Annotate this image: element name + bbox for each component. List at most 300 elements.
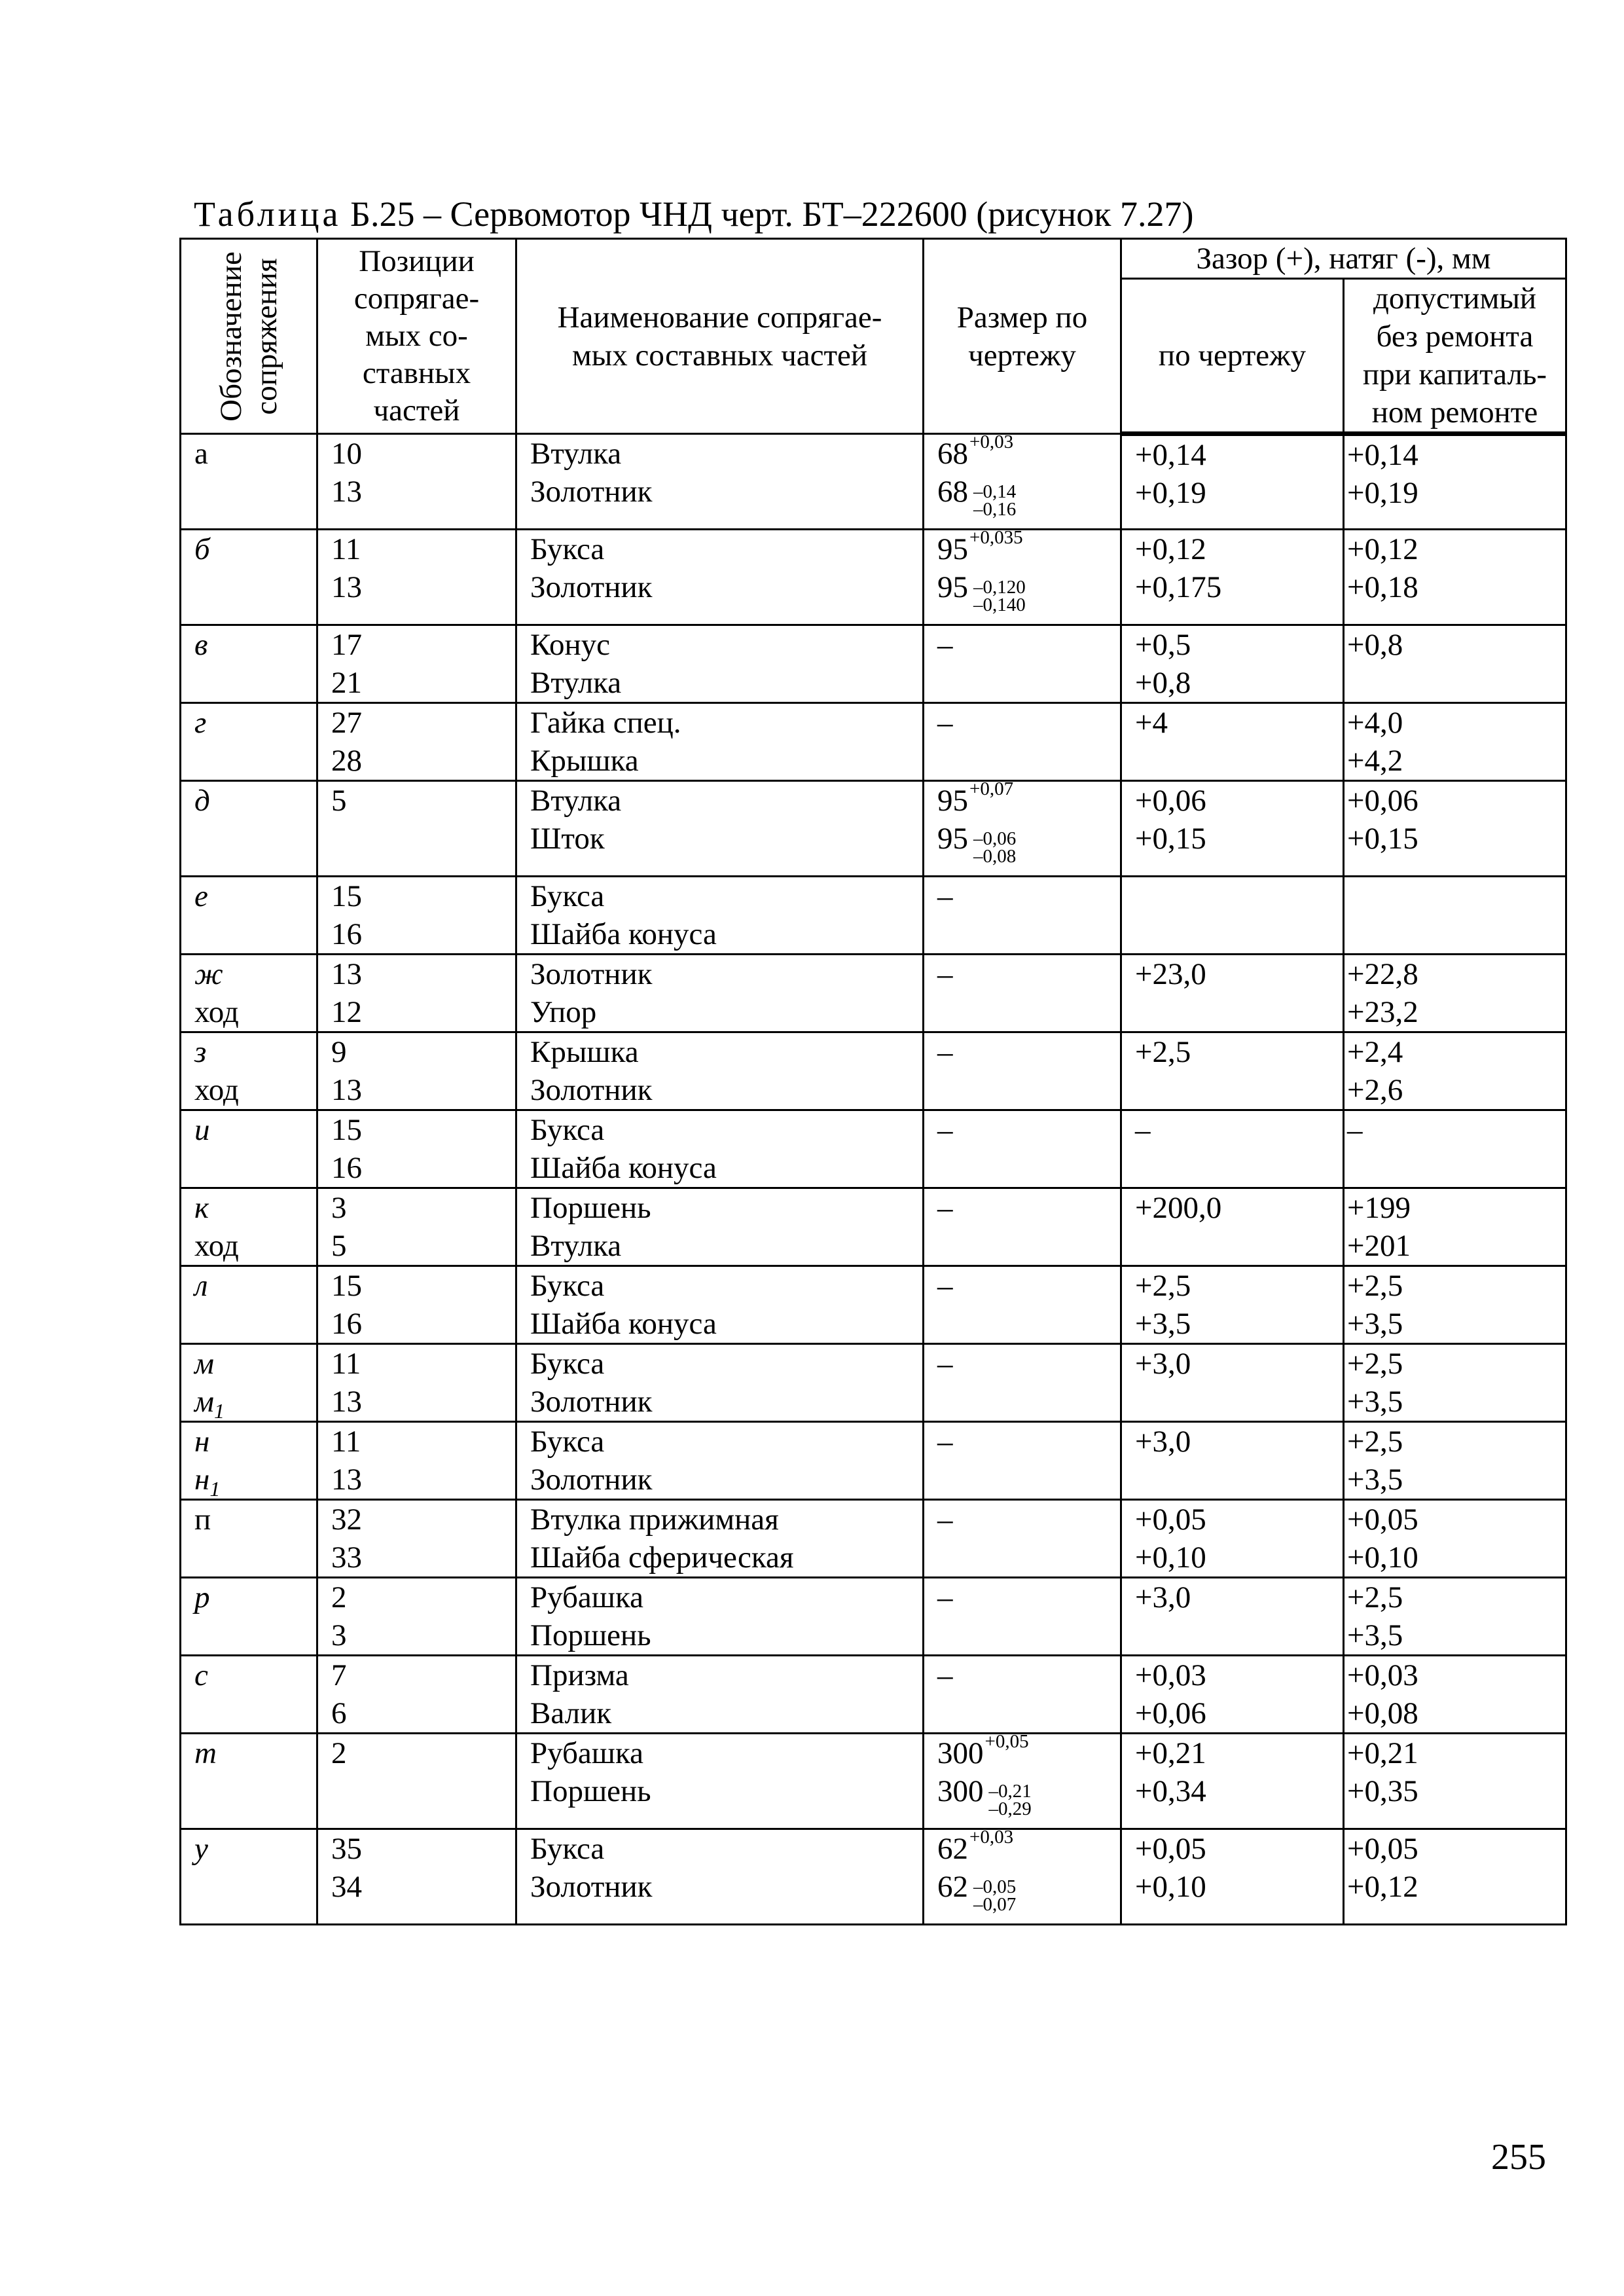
position-line: 35 xyxy=(331,1832,362,1866)
header-positions-line: ставных xyxy=(362,356,471,390)
tolerance-upper: +0,035 xyxy=(969,529,1023,548)
cell-gap-allowed xyxy=(1344,1578,1566,1656)
designation-line: б xyxy=(194,532,210,566)
position-line: 13 xyxy=(331,475,362,509)
part-name-line: Крышка xyxy=(530,744,639,778)
allowed-value: +0,06 xyxy=(1347,784,1418,818)
gap-value: +3,5 xyxy=(1135,1307,1191,1341)
gap-value: +0,175 xyxy=(1135,570,1222,604)
cell-gap-drawing xyxy=(1121,1188,1344,1266)
dimension-nominal: 95 xyxy=(937,784,968,818)
part-name-line: Поршень xyxy=(530,1191,651,1225)
allowed-value: +2,5 xyxy=(1347,1269,1403,1303)
cell-positions xyxy=(317,434,516,530)
header-positions-line: мых со- xyxy=(365,319,468,353)
tolerance-pair xyxy=(973,579,1026,614)
cell-designation xyxy=(181,1578,317,1656)
gap-value: +0,05 xyxy=(1135,1503,1206,1537)
position-line: 17 xyxy=(331,628,362,662)
table-row xyxy=(181,1829,1566,1925)
gap-value: +0,5 xyxy=(1135,628,1191,662)
cell-gap-drawing xyxy=(1121,1500,1344,1578)
gap-value: +0,05 xyxy=(1135,1832,1206,1866)
dimension-line xyxy=(937,1830,1120,1868)
cell-part-names xyxy=(516,955,924,1032)
part-name-line: Букса xyxy=(530,879,605,913)
table-row xyxy=(181,1734,1566,1829)
tolerance-pair xyxy=(973,483,1016,519)
allowed-value: +0,8 xyxy=(1347,628,1403,662)
cell-positions xyxy=(317,1188,516,1266)
cell-gap-drawing xyxy=(1121,1110,1344,1188)
designation-line: ход xyxy=(194,1229,239,1263)
gap-value: +0,15 xyxy=(1135,822,1206,856)
header-positions-line: частей xyxy=(373,393,460,428)
part-name-line: Букса xyxy=(530,1113,605,1147)
designation-line: к xyxy=(194,1191,209,1225)
designation-line: н xyxy=(194,1425,210,1459)
position-line: 32 xyxy=(331,1503,362,1537)
position-line: 11 xyxy=(331,1347,361,1381)
cell-designation xyxy=(181,1656,317,1734)
dimension-nominal: 95 xyxy=(937,822,968,856)
size-dash: – xyxy=(937,957,953,991)
allowed-value: +2,6 xyxy=(1347,1073,1403,1107)
dimension-line xyxy=(937,782,1120,820)
part-name-line: Конус xyxy=(530,628,611,662)
cell-drawing-size xyxy=(924,434,1121,530)
header-name xyxy=(516,239,924,434)
position-line: 2 xyxy=(331,1580,347,1614)
designation-line xyxy=(194,1383,316,1421)
part-name-line: Шайба конуса xyxy=(530,917,717,951)
position-line: 15 xyxy=(331,1269,362,1303)
dimension-nominal: 68 xyxy=(937,475,968,509)
designation-line: л xyxy=(194,1269,208,1303)
cell-gap-allowed xyxy=(1344,1110,1566,1188)
gap-value: +0,03 xyxy=(1135,1658,1206,1692)
cell-gap-allowed xyxy=(1344,1344,1566,1422)
table-row xyxy=(181,1266,1566,1344)
gap-value: +0,34 xyxy=(1135,1774,1206,1808)
allowed-value: +0,12 xyxy=(1347,532,1418,566)
allowed-value: +4,0 xyxy=(1347,706,1403,740)
cell-drawing-size xyxy=(924,1032,1121,1110)
size-dash: – xyxy=(937,1347,953,1381)
allowed-value: +3,5 xyxy=(1347,1618,1403,1652)
part-name-line: Золотник xyxy=(530,475,653,509)
size-dash: – xyxy=(937,879,953,913)
designation-line: т xyxy=(194,1736,217,1770)
cell-drawing-size xyxy=(924,1500,1121,1578)
cell-part-names xyxy=(516,1266,924,1344)
designation-line: ход xyxy=(194,995,239,1029)
size-dash: – xyxy=(937,1503,953,1537)
gap-value: +23,0 xyxy=(1135,957,1206,991)
gap-value: +0,06 xyxy=(1135,1696,1206,1730)
cell-positions xyxy=(317,1422,516,1500)
part-name-line: Поршень xyxy=(530,1774,651,1808)
cell-drawing-size xyxy=(924,1266,1121,1344)
size-dash: – xyxy=(937,1035,953,1069)
cell-part-names xyxy=(516,1656,924,1734)
part-name-line: Букса xyxy=(530,1269,605,1303)
position-line: 12 xyxy=(331,995,362,1029)
part-name-line: Рубашка xyxy=(530,1736,643,1770)
allowed-value: +201 xyxy=(1347,1229,1411,1263)
header-designation-line: Обозначение xyxy=(214,251,248,422)
table-row xyxy=(181,434,1566,530)
position-line: 13 xyxy=(331,570,362,604)
table-row xyxy=(181,877,1566,955)
size-dash: – xyxy=(937,1113,953,1147)
part-name-line: Крышка xyxy=(530,1035,639,1069)
table-caption xyxy=(194,191,1193,237)
cell-part-names xyxy=(516,625,924,703)
part-name-line: Втулка xyxy=(530,666,622,700)
cell-positions xyxy=(317,1734,516,1829)
cell-designation xyxy=(181,1344,317,1422)
size-dash: – xyxy=(937,1658,953,1692)
designation-line: з xyxy=(194,1035,207,1069)
gap-value: +2,5 xyxy=(1135,1035,1191,1069)
allowed-value: +0,12 xyxy=(1347,1870,1418,1904)
tolerance-pair xyxy=(989,1783,1032,1818)
dimension-nominal: 62 xyxy=(937,1870,968,1904)
cell-designation xyxy=(181,1110,317,1188)
cell-designation xyxy=(181,1422,317,1500)
dimension-nominal: 62 xyxy=(937,1832,968,1866)
allowed-value: +2,4 xyxy=(1347,1035,1403,1069)
cell-part-names xyxy=(516,1578,924,1656)
cell-gap-drawing xyxy=(1121,530,1344,625)
designation-line: и xyxy=(194,1113,210,1147)
cell-gap-allowed xyxy=(1344,781,1566,877)
part-name-line: Втулка xyxy=(530,437,622,471)
tolerance-upper: +0,07 xyxy=(969,780,1014,799)
table-row xyxy=(181,1500,1566,1578)
designation-line: с xyxy=(194,1658,208,1692)
cell-drawing-size xyxy=(924,1656,1121,1734)
cell-positions xyxy=(317,1032,516,1110)
allowed-value: +2,5 xyxy=(1347,1347,1403,1381)
cell-positions xyxy=(317,1266,516,1344)
cell-designation xyxy=(181,434,317,530)
mating-parts-table xyxy=(179,238,1567,1925)
cell-gap-drawing xyxy=(1121,877,1344,955)
part-name-line: Шайба конуса xyxy=(530,1151,717,1185)
designation-line: р xyxy=(194,1580,210,1614)
cell-designation xyxy=(181,1500,317,1578)
cell-gap-drawing xyxy=(1121,703,1344,781)
tolerance-upper: –0,05 xyxy=(973,1876,1017,1898)
dimension-nominal: 95 xyxy=(937,532,968,566)
size-dash: – xyxy=(937,1425,953,1459)
cell-positions xyxy=(317,955,516,1032)
cell-positions xyxy=(317,1344,516,1422)
cell-part-names xyxy=(516,703,924,781)
cell-positions xyxy=(317,1110,516,1188)
cell-gap-drawing xyxy=(1121,1344,1344,1422)
allowed-value: +0,08 xyxy=(1347,1696,1418,1730)
caption-label: Таблица xyxy=(194,194,342,234)
dimension-line xyxy=(937,568,1120,616)
allowed-value: +22,8 xyxy=(1347,957,1418,991)
table-row xyxy=(181,1032,1566,1110)
cell-gap-allowed xyxy=(1344,1032,1566,1110)
position-line: 28 xyxy=(331,744,362,778)
gap-value: +3,0 xyxy=(1135,1580,1191,1614)
position-line: 15 xyxy=(331,1113,362,1147)
cell-part-names xyxy=(516,877,924,955)
position-line: 13 xyxy=(331,1073,362,1107)
cell-drawing-size xyxy=(924,1829,1121,1925)
position-line: 27 xyxy=(331,706,362,740)
header-allowed-line: при капиталь- xyxy=(1362,357,1547,392)
allowed-value: +0,03 xyxy=(1347,1658,1418,1692)
gap-value: +0,12 xyxy=(1135,532,1206,566)
position-line: 9 xyxy=(331,1035,347,1069)
part-name-line: Букса xyxy=(530,532,605,566)
cell-designation xyxy=(181,625,317,703)
designation-subscript: 1 xyxy=(214,1399,225,1422)
dimension-line xyxy=(937,473,1120,520)
allowed-value: +0,10 xyxy=(1347,1540,1418,1575)
position-line: 16 xyxy=(331,1151,362,1185)
header-positions xyxy=(317,239,516,434)
cell-gap-allowed xyxy=(1344,625,1566,703)
dimension-line xyxy=(937,435,1120,473)
tolerance-upper: –0,120 xyxy=(973,577,1026,598)
allowed-value: +3,5 xyxy=(1347,1463,1403,1497)
cell-designation xyxy=(181,877,317,955)
position-line: 3 xyxy=(331,1191,347,1225)
cell-gap-drawing xyxy=(1121,1032,1344,1110)
cell-part-names xyxy=(516,434,924,530)
part-name-line: Валик xyxy=(530,1696,612,1730)
cell-part-names xyxy=(516,1829,924,1925)
designation-line: п xyxy=(194,1503,211,1537)
cell-gap-drawing xyxy=(1121,434,1344,530)
cell-designation xyxy=(181,1266,317,1344)
allowed-value: +4,2 xyxy=(1347,744,1403,778)
cell-positions xyxy=(317,1500,516,1578)
part-name-line: Шайба конуса xyxy=(530,1307,717,1341)
position-line: 34 xyxy=(331,1870,362,1904)
cell-gap-drawing xyxy=(1121,1578,1344,1656)
position-line: 16 xyxy=(331,1307,362,1341)
designation-line: д xyxy=(194,784,210,818)
size-dash: – xyxy=(937,1580,953,1614)
cell-gap-allowed xyxy=(1344,955,1566,1032)
cell-drawing-size xyxy=(924,530,1121,625)
part-name-line: Поршень xyxy=(530,1618,651,1652)
header-allowed-line: без ремонта xyxy=(1376,319,1534,354)
gap-value: +0,14 xyxy=(1135,438,1206,472)
designation-subscript: 1 xyxy=(209,1477,221,1500)
allowed-value: +23,2 xyxy=(1347,995,1418,1029)
cell-drawing-size xyxy=(924,877,1121,955)
cell-designation xyxy=(181,1188,317,1266)
header-allowed-line: ном ремонте xyxy=(1371,395,1538,429)
part-name-line: Золотник xyxy=(530,1385,653,1419)
table-row xyxy=(181,1422,1566,1500)
position-line: 33 xyxy=(331,1540,362,1575)
cell-part-names xyxy=(516,1110,924,1188)
cell-gap-drawing xyxy=(1121,1266,1344,1344)
table-row xyxy=(181,1578,1566,1656)
cell-positions xyxy=(317,625,516,703)
part-name-line: Золотник xyxy=(530,957,653,991)
dimension-line xyxy=(937,820,1120,867)
header-allowed-line: допустимый xyxy=(1373,282,1537,316)
tolerance-upper: +0,05 xyxy=(984,1733,1029,1752)
allowed-value: +199 xyxy=(1347,1191,1411,1225)
cell-drawing-size xyxy=(924,1344,1121,1422)
gap-value: – xyxy=(1135,1113,1151,1147)
cell-drawing-size xyxy=(924,1188,1121,1266)
cell-drawing-size xyxy=(924,1110,1121,1188)
position-line: 7 xyxy=(331,1658,347,1692)
cell-gap-allowed xyxy=(1344,703,1566,781)
position-line: 5 xyxy=(331,1229,347,1263)
cell-gap-allowed xyxy=(1344,1500,1566,1578)
table-row xyxy=(181,625,1566,703)
size-dash: – xyxy=(937,628,953,662)
part-name-line: Золотник xyxy=(530,1870,653,1904)
table-row xyxy=(181,955,1566,1032)
position-line: 6 xyxy=(331,1696,347,1730)
designation-line xyxy=(194,1461,316,1499)
gap-value: +3,0 xyxy=(1135,1425,1191,1459)
gap-value: +0,21 xyxy=(1135,1736,1206,1770)
cell-part-names xyxy=(516,1032,924,1110)
header-gap-group: Зазор (+), натяг (-), мм xyxy=(1121,239,1566,279)
dimension-line xyxy=(937,1868,1120,1916)
table-row xyxy=(181,1344,1566,1422)
size-dash: – xyxy=(937,1191,953,1225)
allowed-value: +0,05 xyxy=(1347,1503,1418,1537)
dimension-line xyxy=(937,1772,1120,1820)
position-line: 3 xyxy=(331,1618,347,1652)
cell-positions xyxy=(317,703,516,781)
cell-gap-allowed xyxy=(1344,1422,1566,1500)
tolerance-upper: –0,14 xyxy=(973,481,1017,503)
cell-part-names xyxy=(516,1422,924,1500)
designation-letter: м xyxy=(194,1385,214,1419)
cell-gap-allowed xyxy=(1344,1829,1566,1925)
size-dash: – xyxy=(937,1269,953,1303)
gap-value: +0,19 xyxy=(1135,476,1206,510)
cell-drawing-size xyxy=(924,955,1121,1032)
caption-text: Б.25 – Сервомотор ЧНД черт. БТ–222600 (рисунок 7.27) xyxy=(350,194,1194,234)
designation-line: ж xyxy=(194,957,223,991)
position-line: 13 xyxy=(331,1463,362,1497)
designation-line: е xyxy=(194,879,208,913)
table-row xyxy=(181,1656,1566,1734)
table-row xyxy=(181,781,1566,877)
cell-part-names xyxy=(516,1188,924,1266)
part-name-line: Призма xyxy=(530,1658,629,1692)
position-line: 10 xyxy=(331,437,362,471)
dimension-nominal: 68 xyxy=(937,437,968,471)
position-line: 16 xyxy=(331,917,362,951)
gap-value: +0,10 xyxy=(1135,1870,1206,1904)
header-positions-line: сопрягае- xyxy=(353,282,480,316)
designation-line: м xyxy=(194,1347,214,1381)
part-name-line: Втулка xyxy=(530,1229,622,1263)
header-size-line: чертежу xyxy=(968,338,1076,373)
cell-gap-allowed xyxy=(1344,530,1566,625)
tolerance-upper: –0,21 xyxy=(988,1781,1032,1802)
header-gap-allowed xyxy=(1344,279,1566,434)
cell-part-names xyxy=(516,1344,924,1422)
allowed-value: +0,05 xyxy=(1347,1832,1418,1866)
header-name-line: мых составных частей xyxy=(571,338,868,373)
header-designation-line: сопряжения xyxy=(249,257,283,415)
cell-part-names xyxy=(516,1500,924,1578)
designation-line: г xyxy=(194,706,207,740)
allowed-value: +3,5 xyxy=(1347,1307,1403,1341)
position-line: 15 xyxy=(331,879,362,913)
allowed-value: +0,21 xyxy=(1347,1736,1418,1770)
part-name-line: Шток xyxy=(530,822,605,856)
designation-line: в xyxy=(194,628,208,662)
cell-part-names xyxy=(516,781,924,877)
part-name-line: Шайба сферическая xyxy=(530,1540,794,1575)
part-name-line: Букса xyxy=(530,1347,605,1381)
dimension-nominal: 300 xyxy=(937,1774,984,1808)
cell-gap-drawing xyxy=(1121,625,1344,703)
header-designation xyxy=(181,239,317,434)
cell-designation xyxy=(181,955,317,1032)
header-size xyxy=(924,239,1121,434)
cell-drawing-size xyxy=(924,1422,1121,1500)
cell-part-names xyxy=(516,530,924,625)
tolerance-pair xyxy=(973,830,1016,866)
position-line: 5 xyxy=(331,784,347,818)
part-name-line: Упор xyxy=(530,995,597,1029)
part-name-line: Золотник xyxy=(530,570,653,604)
allowed-value: +0,14 xyxy=(1347,438,1418,472)
tolerance-upper: –0,06 xyxy=(973,828,1017,850)
position-line: 21 xyxy=(331,666,362,700)
dimension-nominal: 300 xyxy=(937,1736,984,1770)
cell-drawing-size xyxy=(924,625,1121,703)
cell-part-names xyxy=(516,1734,924,1829)
cell-designation xyxy=(181,530,317,625)
gap-value: +2,5 xyxy=(1135,1269,1191,1303)
part-name-line: Гайка спец. xyxy=(530,706,681,740)
part-name-line: Золотник xyxy=(530,1463,653,1497)
cell-gap-allowed xyxy=(1344,877,1566,955)
cell-gap-allowed xyxy=(1344,434,1566,530)
allowed-value: +3,5 xyxy=(1347,1385,1403,1419)
designation-letter: н xyxy=(194,1463,210,1497)
table-row xyxy=(181,530,1566,625)
allowed-value: +0,18 xyxy=(1347,570,1418,604)
tolerance-lower: –0,08 xyxy=(973,846,1017,867)
header-positions-line: Позиции xyxy=(359,244,475,278)
part-name-line: Рубашка xyxy=(530,1580,643,1614)
part-name-line: Втулка xyxy=(530,784,622,818)
part-name-line: Золотник xyxy=(530,1073,653,1107)
cell-gap-drawing xyxy=(1121,781,1344,877)
allowed-value: – xyxy=(1347,1113,1363,1147)
header-gap-drawing: по чертежу xyxy=(1121,279,1344,434)
tolerance-lower: –0,140 xyxy=(973,594,1026,616)
cell-gap-allowed xyxy=(1344,1656,1566,1734)
